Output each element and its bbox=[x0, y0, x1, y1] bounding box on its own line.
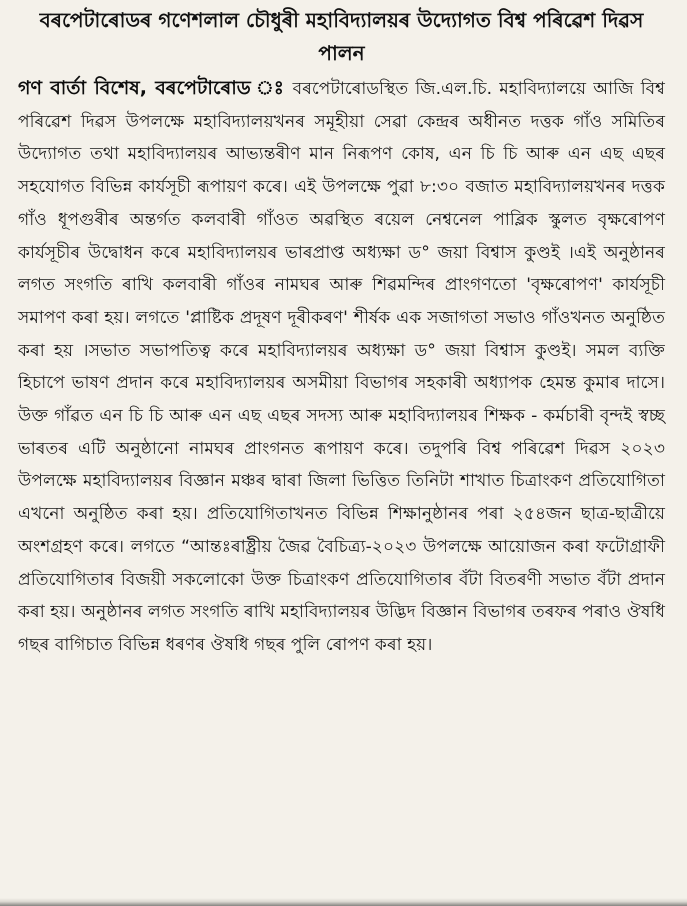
article-headline: বৰপেটাৰোডৰ গণেশলাল চৌধুৰী মহাবিদ্যালয়ৰ উদ্যোগত বিশ্ব পৰিৱেশ দিৱস পালন bbox=[39, 8, 644, 65]
article-dateline: গণ বাৰ্তা বিশেষ, বৰপেটাৰোড ঃ bbox=[18, 77, 286, 99]
article-body bbox=[18, 72, 665, 662]
page-cutoff-edge bbox=[0, 898, 687, 906]
article-body-text: বৰপেটাৰোডস্থিত জি.এল.চি. মহাবিদ্যালয়ে আজি বিশ্ব পৰিৱেশ দিৱস উপলক্ষে মহাবিদ্যালয়খনৰ সমূহীয়া সেৱা কেন্দ্ৰৰ অধীনত দত্তক গাঁও সমিতিৰ উদ্যোগত তথা মহাবিদ্যালয়ৰ আভ্যন্তৰীণ মান নিৰূপণ কোষ, এন চি চি আৰু এন এছ এছৰ সহযোগত বিভিন্ন কাৰ্যসূচী ৰূপায়ণ কৰে। এই উপলক্ষে পুৱা ৮:৩০ বজাত মহাবিদ্যালয়খনৰ দত্তক গাঁও ধূপগুৰীৰ অন্তৰ্গত কলবাৰী গাঁওত অৱস্থিত ৰয়েল নেশ্বনেল পাব্লিক স্কুলত বৃক্ষৰোপণ কাৰ্যসূচীৰ উদ্বোধন কৰে মহাবিদ্যালয়ৰ ভাৰপ্ৰাপ্ত অধ্যক্ষা ড° জয়া বিশ্বাস কুণ্ডই ।এই অনুষ্ঠানৰ লগত সংগতি ৰাখি কলবাৰী গাঁওৰ নামঘৰ আৰু শিৱমন্দিৰ প্ৰাংগণতো 'বৃক্ষৰোপণ' কাৰ্যসূচী সমাপণ কৰা হয়। লগতে 'প্লাষ্টিক প্ৰদূষণ দূৰীকৰণ' শীৰ্ষক এক সজাগতা সভাও গাঁওখনত অনুষ্ঠিত কৰা হয় ।সভাত সভাপতিত্ব কৰে মহাবিদ্যালয়ৰ অধ্যক্ষা ড° জয়া বিশ্বাস কুণ্ডই। সমল ব্যক্তি হিচাপে ভাষণ প্ৰদান কৰে মহাবিদ্যালয়ৰ অসমীয়া বিভাগৰ সহকাৰী অধ্যাপক হেমন্ত কুমাৰ দাসে। উক্ত গাঁৱত এন চি চি আৰু এন এছ এছৰ সদস্য আৰু মহাবিদ্যালয়ৰ শিক্ষক - কৰ্মচাৰী বৃন্দই স্বচ্ছ ভাৰতৰ এটি অনুষ্ঠানো নামঘৰ প্ৰাংগনত ৰূপায়ণ কৰে। তদুপৰি বিশ্ব পৰিৱেশ দিৱস ২০২৩ উপলক্ষে মহাবিদ্যালয়ৰ বিজ্ঞান মঞ্চৰ দ্বাৰা জিলা ভিত্তিত তিনিটা শাখাত চিত্ৰাংকণ প্ৰতিযোগিতা এখনো অনুষ্ঠিত কৰা হয়। প্ৰতিযোগিতাখনত বিভিন্ন শিক্ষানুষ্ঠানৰ পৰা ২৫৪জন ছাত্ৰ-ছাত্ৰীয়ে অংশগ্ৰহণ কৰে। লগতে “আন্তঃৰাষ্ট্ৰীয় জৈৱ বৈচিত্ৰ্য-২০২৩ উপলক্ষে আয়োজন কৰা ফটোগ্ৰাফী প্ৰতিযোগিতাৰ বিজয়ী সকলোকো উক্ত চিত্ৰাংকণ প্ৰতিযোগিতাৰ বঁটা বিতৰণী সভাত বঁটা প্ৰদান কৰা হয়। অনুষ্ঠানৰ লগত সংগতি ৰাখি মহাবিদ্যালয়ৰ উদ্ভিদ বিজ্ঞান বিভাগৰ তৰফৰ পৰাও ঔষধি গছৰ বাগিচাত বিভিন্ন ধৰণৰ ঔষধি গছৰ পুলি ৰোপণ কৰা হয়। bbox=[18, 79, 665, 655]
